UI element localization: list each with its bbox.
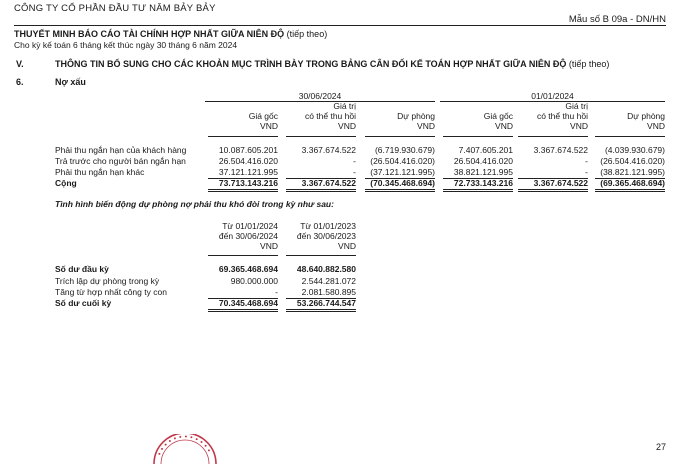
- table1-cell: -: [353, 156, 356, 166]
- table1-col-header-line: có thể thu hồi: [304, 111, 356, 121]
- subsection-number: 6.: [16, 77, 24, 87]
- seal-letter-mark: [201, 441, 203, 443]
- table1-cell: (26.504.416.020): [600, 156, 665, 166]
- seal-letter-mark: [169, 440, 171, 442]
- table2-header-underline: [286, 255, 356, 256]
- table2-cell: 48.640.882.580: [296, 264, 356, 274]
- table1-total-cell: 3.367.674.522: [301, 178, 356, 188]
- table1-total-label: Cộng: [55, 178, 77, 188]
- period-date-prior: 01/01/2024: [531, 91, 574, 101]
- table1-row-label: Phải thu ngắn hạn khác: [55, 167, 145, 177]
- table1-cell: 37.121.121.995: [218, 167, 278, 177]
- table1-header-underline: [365, 136, 435, 137]
- table1-cell: 3.367.674.522: [533, 145, 588, 155]
- table2-col-header-line: đến 30/06/2023: [296, 231, 356, 241]
- table1-col-header-line: Giá trị: [565, 101, 588, 111]
- table2-total-underline: [208, 309, 278, 310]
- table1-col-header-line: VND: [260, 121, 278, 131]
- table2-row-label: Tăng từ hợp nhất công ty con: [55, 287, 167, 297]
- seal-letter-mark: [179, 436, 181, 438]
- page-number: 27: [655, 442, 666, 452]
- table1-col-header-line: Giá trị: [333, 101, 356, 111]
- table1-cell: 7.407.605.201: [458, 145, 513, 155]
- table2-col-header-line: Từ 01/01/2023: [300, 221, 356, 231]
- table1-col-header-line: Dự phòng: [627, 111, 665, 121]
- table2-cell: 53.266.744.547: [296, 298, 356, 308]
- table1-total-cell: 3.367.674.522: [533, 178, 588, 188]
- table1-col-header-line: VND: [570, 121, 588, 131]
- table1-total-underline: [208, 191, 278, 192]
- table1-col-header-line: Giá gốc: [248, 111, 278, 121]
- table1-col-header-line: VND: [338, 121, 356, 131]
- table1-col-header: [249, 111, 278, 131]
- table2-cell: 70.345.468.694: [218, 298, 278, 308]
- subsection-title: Nợ xấu: [55, 77, 86, 87]
- table2-header-underline: [208, 255, 278, 256]
- table1-cell: (6.719.930.679): [374, 145, 435, 155]
- table2-col-header-line: đến 30/06/2024: [218, 231, 278, 241]
- table1-total-underline: [595, 189, 665, 190]
- table1-col-header: [537, 101, 588, 131]
- table1-col-header-line: VND: [417, 121, 435, 131]
- table1-total-cell: 72.733.143.216: [453, 178, 513, 188]
- table1-row-label: Trả trước cho người bán ngắn hạn: [55, 156, 186, 166]
- table1-cell: -: [353, 167, 356, 177]
- table2-cell: 980.000.000: [230, 276, 278, 286]
- table1-cell: -: [585, 167, 588, 177]
- table2-col-header: [297, 221, 356, 251]
- seal-letter-mark: [185, 436, 187, 438]
- table1-header-underline: [443, 136, 513, 137]
- table2-row-label: Số dư cuối kỳ: [55, 298, 112, 308]
- seal-letter-mark: [190, 436, 192, 438]
- header-rule: [14, 25, 666, 26]
- table2-cell: 69.365.468.694: [218, 264, 278, 274]
- table2-cell: 2.081.580.895: [301, 287, 356, 297]
- table2-col-header: [219, 221, 278, 251]
- table2-subtotal-rule: [286, 298, 356, 299]
- seal-letter-mark: [208, 449, 210, 451]
- table1-cell: 10.087.605.201: [218, 145, 278, 155]
- table1-col-header: [305, 101, 356, 131]
- table1-total-underline: [365, 191, 435, 192]
- company-seal-stamp: [150, 434, 220, 464]
- table1-header-underline: [208, 136, 278, 137]
- table1-cell: (4.039.930.679): [604, 145, 665, 155]
- movement-caption: Tình hình biến động dự phòng nợ phải thu khó đòi trong kỳ như sau:: [55, 199, 334, 209]
- seal-letter-mark: [196, 438, 198, 440]
- table1-header-underline: [518, 136, 588, 137]
- table2-cell: -: [275, 287, 278, 297]
- table1-total-underline: [518, 189, 588, 190]
- table1-total-underline: [443, 189, 513, 190]
- table1-col-header-line: có thể thu hồi: [536, 111, 588, 121]
- table1-cell: (37.121.121.995): [370, 167, 435, 177]
- table1-total-cell: (69.365.468.694): [600, 178, 665, 188]
- table1-total-underline: [365, 189, 435, 190]
- table1-total-underline: [286, 189, 356, 190]
- table1-cell: 3.367.674.522: [301, 145, 356, 155]
- table2-col-header-line: VND: [338, 241, 356, 251]
- section-title: THÔNG TIN BỔ SUNG CHO CÁC KHOẢN MỤC TRÌNH BÀY TRONG BẢNG CÂN ĐỐI KẾ TOÁN HỢP NHẤT GIỮA NIÊN ĐỘ (tiếp theo): [55, 59, 610, 69]
- seal-letter-mark: [205, 445, 207, 447]
- table1-total-underline: [518, 191, 588, 192]
- table2-row-label: Trích lập dự phòng trong kỳ: [55, 276, 160, 286]
- report-title: THUYẾT MINH BÁO CÁO TÀI CHÍNH HỢP NHẤT GIỮA NIÊN ĐỘ (tiếp theo): [14, 29, 328, 39]
- table2-row-label: Số dư đầu kỳ: [55, 264, 109, 274]
- table1-col-header-line: Giá gốc: [483, 111, 513, 121]
- company-name: CÔNG TY CỔ PHẦN ĐẦU TƯ NĂM BẢY BẢY: [14, 3, 216, 14]
- table1-cell: 38.821.121.995: [453, 167, 513, 177]
- table1-total-underline: [286, 191, 356, 192]
- table1-header-underline: [595, 136, 665, 137]
- table1-cell: -: [585, 156, 588, 166]
- seal-inner-ring: [161, 440, 209, 464]
- table2-total-underline: [286, 309, 356, 310]
- table1-total-underline: [595, 191, 665, 192]
- report-period: Cho kỳ kế toán 6 tháng kết thúc ngày 30 tháng 6 năm 2024: [14, 40, 238, 50]
- table1-total-cell: (70.345.468.694): [370, 178, 435, 188]
- table1-col-header: [627, 111, 665, 131]
- table2-total-underline: [208, 311, 278, 312]
- table2-col-header-line: Từ 01/01/2024: [222, 221, 278, 231]
- table1-col-header: [397, 111, 435, 131]
- table1-col-header: [484, 111, 513, 131]
- table1-total-underline: [443, 191, 513, 192]
- table1-cell: 26.504.416.020: [218, 156, 278, 166]
- table1-total-underline: [208, 189, 278, 190]
- table1-col-header-line: Dự phòng: [397, 111, 435, 121]
- form-number: Mẫu số B 09a - DN/HN: [568, 14, 666, 25]
- table2-total-underline: [286, 311, 356, 312]
- section-number: V.: [16, 59, 24, 69]
- table1-cell: 26.504.416.020: [453, 156, 513, 166]
- table2-subtotal-rule: [208, 298, 278, 299]
- period-date-current: 30/06/2024: [298, 91, 342, 101]
- seal-outer-ring: [154, 434, 216, 464]
- seal-letter-mark: [161, 448, 163, 450]
- table1-cell: (26.504.416.020): [370, 156, 435, 166]
- seal-letter-mark: [158, 453, 160, 455]
- table2-cell: 2.544.281.072: [301, 276, 356, 286]
- seal-letter-mark: [174, 437, 176, 439]
- table1-col-header-line: VND: [495, 121, 513, 131]
- table1-header-underline: [286, 136, 356, 137]
- table1-col-header-line: VND: [647, 121, 665, 131]
- table2-col-header-line: VND: [260, 241, 278, 251]
- table1-cell: (38.821.121.995): [600, 167, 665, 177]
- seal-letter-mark: [165, 444, 167, 446]
- table1-row-label: Phải thu ngắn hạn của khách hàng: [55, 145, 187, 155]
- table1-total-cell: 73.713.143.216: [218, 178, 278, 188]
